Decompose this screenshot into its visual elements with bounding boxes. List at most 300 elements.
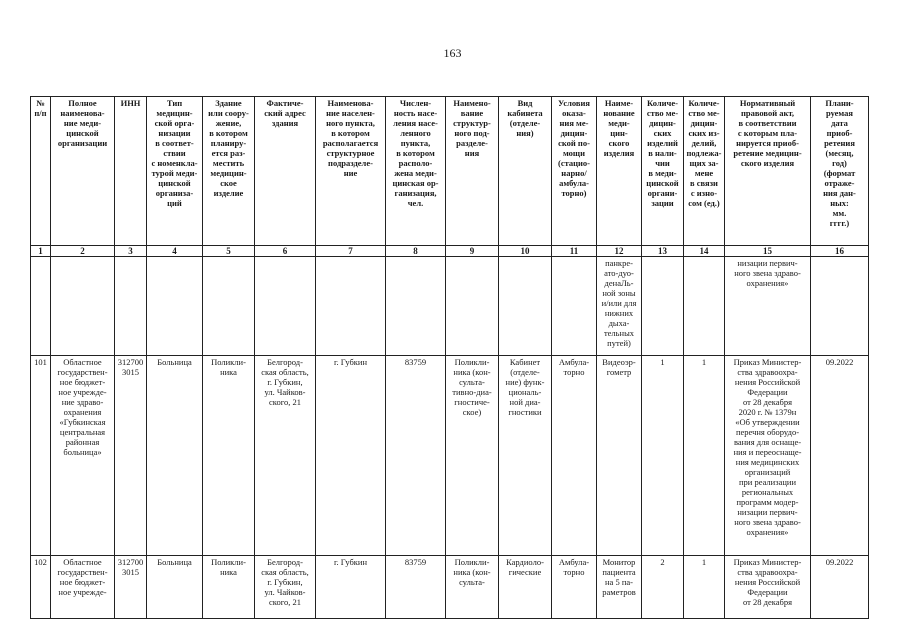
text-line: государствен- bbox=[57, 567, 108, 577]
population-cell bbox=[386, 556, 446, 619]
table-row bbox=[31, 356, 869, 556]
locality-cell bbox=[316, 356, 386, 556]
text-line: ное бюджет- bbox=[59, 377, 106, 387]
table-cell bbox=[642, 257, 684, 356]
text-line: ленного bbox=[400, 128, 431, 138]
text-line: цинской bbox=[158, 178, 191, 188]
text-line: 1 bbox=[701, 357, 707, 367]
text-line: ления насе- bbox=[393, 118, 438, 128]
inn-cell bbox=[115, 556, 147, 619]
text-line: раметров bbox=[602, 587, 636, 597]
text-line: 2 bbox=[660, 557, 665, 567]
text-line: ние меди- bbox=[63, 118, 102, 128]
table-cell bbox=[115, 257, 147, 356]
qty-replace-cell bbox=[684, 556, 725, 619]
text-line: региональных bbox=[741, 487, 794, 497]
text-line: жена меди- bbox=[394, 168, 437, 178]
text-line: перечня оборудо- bbox=[735, 427, 800, 437]
text-line: в меди- bbox=[648, 168, 677, 178]
text-line: ной зоны bbox=[602, 288, 636, 298]
text-line: от 28 декабря bbox=[743, 597, 792, 607]
text-line: тельных bbox=[603, 328, 635, 338]
text-line: цинской bbox=[646, 178, 679, 188]
text-line: ская область, bbox=[261, 567, 309, 577]
text-line: в котором bbox=[396, 148, 435, 158]
header-cell bbox=[147, 97, 203, 246]
text-line: дыха- bbox=[608, 318, 630, 328]
text-line: низации первич- bbox=[737, 258, 798, 268]
text-line: ния ме- bbox=[559, 118, 589, 128]
text-line: вание bbox=[460, 108, 484, 118]
column-number: 4 bbox=[147, 246, 203, 257]
column-number: 7 bbox=[316, 246, 386, 257]
text-line: охранения bbox=[63, 407, 102, 417]
text-line: и/или для bbox=[601, 298, 637, 308]
text-line: в котором bbox=[331, 128, 370, 138]
address-cell bbox=[255, 356, 316, 556]
table-cell bbox=[51, 257, 115, 356]
text-line: гностиче- bbox=[454, 397, 490, 407]
table-row bbox=[31, 556, 869, 619]
column-number: 6 bbox=[255, 246, 316, 257]
text-line: руемая bbox=[826, 108, 853, 118]
column-number: 1 bbox=[31, 246, 51, 257]
text-line: г. Губкин, bbox=[267, 577, 303, 587]
text-line: Областное bbox=[63, 557, 102, 567]
text-line: Кабинет bbox=[509, 357, 541, 367]
device-name-cell bbox=[597, 556, 642, 619]
equipment-registry-table bbox=[30, 96, 869, 619]
building-cell bbox=[203, 556, 255, 619]
text-line: Условия bbox=[558, 98, 590, 108]
legal-act-cell bbox=[725, 356, 811, 556]
text-line: дицин- bbox=[649, 118, 676, 128]
text-line: п/п bbox=[34, 108, 47, 118]
building-cell bbox=[203, 356, 255, 556]
text-line: гометр bbox=[606, 367, 632, 377]
text-line: располагается bbox=[322, 138, 379, 148]
text-line: ного пункта, bbox=[326, 118, 375, 128]
text-line: изделия bbox=[603, 148, 635, 158]
text-line: районная bbox=[65, 437, 100, 447]
text-line: ского изделия bbox=[740, 158, 795, 168]
text-line: в нали- bbox=[648, 148, 677, 158]
text-line: 3015 bbox=[122, 567, 139, 577]
header-cell bbox=[725, 97, 811, 246]
text-line: Фактиче- bbox=[266, 98, 304, 108]
text-line: ния дан- bbox=[823, 188, 856, 198]
text-line: 83759 bbox=[404, 357, 427, 367]
table-row-continuation bbox=[31, 257, 869, 356]
text-line: мощи bbox=[562, 148, 585, 158]
text-line: ских из- bbox=[688, 128, 720, 138]
header-row bbox=[31, 97, 869, 246]
text-line: г. Губкин, bbox=[267, 377, 303, 387]
header-cell bbox=[811, 97, 869, 246]
text-line: Приказ Министер- bbox=[733, 557, 802, 567]
text-line: ние здраво- bbox=[61, 397, 104, 407]
text-line: сульта- bbox=[459, 577, 485, 587]
text-line: Полное bbox=[68, 98, 97, 108]
text-line: низации bbox=[158, 128, 191, 138]
text-line: разделе- bbox=[456, 138, 488, 148]
qty-available-cell bbox=[642, 356, 684, 556]
text-line: год) bbox=[832, 158, 847, 168]
text-line: Амбула- bbox=[558, 357, 590, 367]
text-line: ных: bbox=[830, 198, 849, 208]
text-line: Здание bbox=[215, 98, 242, 108]
text-line: ника bbox=[220, 567, 237, 577]
header-cell bbox=[255, 97, 316, 246]
locality-cell bbox=[316, 556, 386, 619]
text-line: ское bbox=[220, 178, 237, 188]
text-line: торно bbox=[563, 367, 585, 377]
text-line: гностики bbox=[508, 407, 542, 417]
header-cell bbox=[684, 97, 725, 246]
unit-cell bbox=[446, 556, 499, 619]
table-cell bbox=[255, 257, 316, 356]
text-line: в связи bbox=[690, 178, 718, 188]
text-line: ства здравоохра- bbox=[737, 567, 798, 577]
text-line: государствен- bbox=[57, 367, 108, 377]
text-line: здания bbox=[271, 118, 299, 128]
text-line: ное учрежде- bbox=[58, 387, 107, 397]
text-line: организации bbox=[57, 138, 108, 148]
column-number: 10 bbox=[499, 246, 552, 257]
page-number: 163 bbox=[443, 46, 462, 60]
text-line: Поликли- bbox=[211, 357, 246, 367]
column-number: 5 bbox=[203, 246, 255, 257]
table-cell bbox=[499, 257, 552, 356]
header-cell bbox=[597, 97, 642, 246]
text-line: центральная bbox=[59, 427, 106, 437]
text-line: Белгород- bbox=[267, 357, 303, 367]
text-line: правовой акт, bbox=[740, 108, 795, 118]
text-line: нируется приоб- bbox=[736, 138, 799, 148]
text-line: охранения» bbox=[746, 527, 789, 537]
header-cell bbox=[642, 97, 684, 246]
text-line: ства здравоохра- bbox=[737, 367, 798, 377]
legal-act-cell bbox=[725, 257, 811, 356]
text-line: делий, bbox=[691, 138, 717, 148]
text-line: нения Российской bbox=[734, 577, 801, 587]
text-line: чел. bbox=[407, 198, 424, 208]
text-line: цинской bbox=[66, 128, 99, 138]
text-line: чии bbox=[655, 158, 670, 168]
row-number-cell: 101 bbox=[31, 356, 51, 556]
legal-act-cell bbox=[725, 556, 811, 619]
text-line: Кардиоло- bbox=[506, 557, 544, 567]
text-line: ций bbox=[167, 198, 182, 208]
text-line: Областное bbox=[63, 357, 102, 367]
text-line: нарно/ bbox=[561, 168, 587, 178]
text-line: медицин- bbox=[210, 168, 247, 178]
text-line: ния медицинских bbox=[735, 457, 800, 467]
header-cell bbox=[446, 97, 499, 246]
text-line: путей) bbox=[607, 338, 631, 348]
text-line: ется раз- bbox=[211, 148, 246, 158]
text-line: ное учрежде- bbox=[58, 587, 107, 597]
text-line: торно) bbox=[561, 188, 587, 198]
text-line: 3015 bbox=[122, 367, 139, 377]
text-line: ника bbox=[220, 367, 237, 377]
text-line: ретение медицин- bbox=[733, 148, 802, 158]
text-line: ганизация, bbox=[394, 188, 437, 198]
text-line: нование bbox=[603, 108, 635, 118]
text-line: Поликли- bbox=[211, 557, 246, 567]
column-number: 16 bbox=[811, 246, 869, 257]
text-line: дицин- bbox=[560, 128, 588, 138]
text-line: ствии bbox=[163, 148, 186, 158]
text-line: «Губкинская bbox=[59, 417, 106, 427]
text-line: «Об утверждении bbox=[735, 417, 800, 427]
text-line: меди- bbox=[608, 118, 630, 128]
text-line: г. Губкин bbox=[333, 557, 368, 567]
table-cell bbox=[147, 257, 203, 356]
text-line: Наименова- bbox=[327, 98, 374, 108]
text-line: ул. Чайков- bbox=[264, 387, 306, 397]
text-line: ния) bbox=[516, 128, 534, 138]
text-line: ство ме- bbox=[646, 108, 679, 118]
text-line: подлежа- bbox=[686, 148, 722, 158]
text-line: 2020 г. № 1379н bbox=[738, 407, 797, 417]
text-line: ской по- bbox=[558, 138, 590, 148]
text-line: Монитор bbox=[602, 557, 636, 567]
population-cell bbox=[386, 356, 446, 556]
text-line: 312700 bbox=[117, 357, 144, 367]
text-line: Количе- bbox=[647, 98, 678, 108]
column-number: 11 bbox=[552, 246, 597, 257]
text-line: наименова- bbox=[60, 108, 105, 118]
text-line: Федерации bbox=[747, 587, 788, 597]
text-line: от 28 декабря bbox=[743, 397, 792, 407]
text-line: мм. bbox=[832, 208, 847, 218]
table-cell bbox=[684, 257, 725, 356]
text-line: ное бюджет- bbox=[59, 577, 106, 587]
text-line: щих за- bbox=[689, 158, 719, 168]
text-line: тивно-диа- bbox=[452, 387, 492, 397]
text-line: Больница bbox=[157, 357, 192, 367]
column-number: 2 bbox=[51, 246, 115, 257]
text-line: Наиме- bbox=[604, 98, 634, 108]
org-type-cell bbox=[147, 356, 203, 556]
row-number-cell: 102 bbox=[31, 556, 51, 619]
text-line: больница» bbox=[63, 447, 102, 457]
conditions-cell bbox=[552, 556, 597, 619]
table-cell bbox=[316, 257, 386, 356]
cabinet-cell bbox=[499, 356, 552, 556]
text-line: ность насе- bbox=[393, 108, 438, 118]
text-line: ато-дуо- bbox=[604, 268, 634, 278]
text-line: ское) bbox=[462, 407, 482, 417]
text-line: кабинета bbox=[507, 108, 543, 118]
column-number: 15 bbox=[725, 246, 811, 257]
text-line: Белгород- bbox=[267, 557, 303, 567]
qty-replace-cell bbox=[684, 356, 725, 556]
text-line: охранения» bbox=[746, 278, 789, 288]
table-cell bbox=[31, 257, 51, 356]
text-line: мене bbox=[694, 168, 714, 178]
text-line: ника (кон- bbox=[453, 567, 491, 577]
text-line: в соответ- bbox=[155, 138, 194, 148]
text-line: с которым пла- bbox=[737, 128, 798, 138]
text-line: организа- bbox=[155, 188, 194, 198]
text-line: с номенкла- bbox=[151, 158, 198, 168]
text-line: 09.2022 bbox=[825, 557, 854, 567]
table-cell bbox=[203, 257, 255, 356]
text-line: ния и переоснаще- bbox=[733, 447, 802, 457]
planned-date-cell bbox=[811, 356, 869, 556]
text-line: ского, 21 bbox=[269, 397, 301, 407]
text-line: амбула- bbox=[559, 178, 589, 188]
text-line: изделий bbox=[647, 138, 678, 148]
text-line: оказа- bbox=[562, 108, 586, 118]
text-line: на 5 па- bbox=[605, 577, 633, 587]
text-line: ной диа- bbox=[509, 397, 541, 407]
text-line: Числен- bbox=[399, 98, 432, 108]
text-line: структур- bbox=[453, 118, 491, 128]
text-line: сульта- bbox=[459, 377, 485, 387]
text-line: в соответствии bbox=[738, 118, 797, 128]
text-line: панкре- bbox=[605, 258, 633, 268]
text-line: 312700 bbox=[117, 557, 144, 567]
text-line: структурное bbox=[326, 148, 375, 158]
text-line: Видеоэр- bbox=[602, 357, 636, 367]
text-line: органи- bbox=[647, 188, 678, 198]
text-line: Амбула- bbox=[558, 557, 590, 567]
text-line: вания для оснаще- bbox=[733, 437, 802, 447]
device-name-cell bbox=[597, 257, 642, 356]
text-line: 1 bbox=[660, 357, 665, 367]
table-cell bbox=[811, 257, 869, 356]
text-line: планиру- bbox=[210, 138, 247, 148]
column-number: 3 bbox=[115, 246, 147, 257]
text-line: приоб- bbox=[826, 128, 853, 138]
column-number: 8 bbox=[386, 246, 446, 257]
text-line: нения Российской bbox=[734, 377, 801, 387]
header-cell bbox=[203, 97, 255, 246]
text-line: цин- bbox=[610, 128, 628, 138]
text-line: ИНН bbox=[120, 98, 141, 108]
text-line: торно bbox=[563, 567, 585, 577]
text-line: ских bbox=[653, 128, 672, 138]
text-line: (месяц, bbox=[825, 148, 854, 158]
text-line: дицин- bbox=[690, 118, 718, 128]
text-line: гггг.) bbox=[829, 218, 850, 228]
text-line: Вид bbox=[517, 98, 533, 108]
text-line: Приказ Министер- bbox=[733, 357, 802, 367]
column-number: 12 bbox=[597, 246, 642, 257]
text-line: Количе- bbox=[688, 98, 720, 108]
qty-available-cell bbox=[642, 556, 684, 619]
text-line: ного под- bbox=[454, 128, 490, 138]
header-cell bbox=[552, 97, 597, 246]
table-cell bbox=[386, 257, 446, 356]
text-line: 83759 bbox=[404, 557, 427, 567]
text-line: денаЛь- bbox=[604, 278, 634, 288]
organization-cell bbox=[51, 356, 115, 556]
text-line: ние населен- bbox=[326, 108, 375, 118]
text-line: медицин- bbox=[156, 108, 193, 118]
text-line: ника (кон- bbox=[453, 367, 491, 377]
text-line: программ модер- bbox=[736, 497, 799, 507]
unit-cell bbox=[446, 356, 499, 556]
text-line: (отделе- bbox=[509, 118, 541, 128]
text-line: № bbox=[36, 98, 45, 108]
text-line: ская область, bbox=[261, 367, 309, 377]
text-line: в котором bbox=[209, 128, 248, 138]
text-line: дата bbox=[831, 118, 848, 128]
text-line: 1 bbox=[701, 557, 707, 567]
text-line: располо- bbox=[398, 158, 433, 168]
cabinet-cell bbox=[499, 556, 552, 619]
text-line: ской орга- bbox=[154, 118, 195, 128]
text-line: ретения bbox=[824, 138, 855, 148]
text-line: гические bbox=[508, 567, 542, 577]
text-line: с изно- bbox=[690, 188, 718, 198]
text-line: Нормативный bbox=[739, 98, 796, 108]
text-line: пациента bbox=[602, 567, 636, 577]
header-cell bbox=[115, 97, 147, 246]
text-line: организаций bbox=[744, 467, 791, 477]
text-line: (отделе- bbox=[510, 367, 540, 377]
text-line: Поликли- bbox=[454, 357, 490, 367]
text-line: (стацио- bbox=[557, 158, 590, 168]
device-name-cell bbox=[597, 356, 642, 556]
column-number: 13 bbox=[642, 246, 684, 257]
text-line: изделие bbox=[213, 188, 244, 198]
column-number-row bbox=[31, 246, 869, 257]
text-line: ние) функ- bbox=[505, 377, 545, 387]
text-line: Наимено- bbox=[453, 98, 491, 108]
table-cell bbox=[446, 257, 499, 356]
header-cell bbox=[31, 97, 51, 246]
text-line: ский адрес bbox=[264, 108, 306, 118]
text-line: 09.2022 bbox=[825, 357, 854, 367]
text-line: пункта, bbox=[400, 138, 431, 148]
text-line: Плани- bbox=[825, 98, 854, 108]
header-cell bbox=[386, 97, 446, 246]
text-line: ного звена здраво- bbox=[734, 517, 801, 527]
text-line: ного звена здраво- bbox=[734, 268, 801, 278]
header-cell bbox=[316, 97, 386, 246]
text-line: Больница bbox=[157, 557, 192, 567]
text-line: местить bbox=[212, 158, 245, 168]
text-line: при реализации bbox=[738, 477, 796, 487]
text-line: ского bbox=[608, 138, 630, 148]
text-line: нижних bbox=[604, 308, 634, 318]
text-line: отраже- bbox=[824, 178, 855, 188]
table-cell bbox=[552, 257, 597, 356]
text-line: подразделе- bbox=[328, 158, 373, 168]
text-line: низации первич- bbox=[737, 507, 798, 517]
address-cell bbox=[255, 556, 316, 619]
text-line: или соору- bbox=[208, 108, 249, 118]
conditions-cell bbox=[552, 356, 597, 556]
text-line: Тип bbox=[166, 98, 183, 108]
text-line: зации bbox=[651, 198, 674, 208]
text-line: г. Губкин bbox=[333, 357, 368, 367]
text-line: ского, 21 bbox=[269, 597, 301, 607]
column-number: 9 bbox=[446, 246, 499, 257]
planned-date-cell bbox=[811, 556, 869, 619]
text-line: жение, bbox=[215, 118, 242, 128]
text-line: циональ- bbox=[508, 387, 542, 397]
text-line: ул. Чайков- bbox=[264, 587, 306, 597]
text-line: Поликли- bbox=[454, 557, 490, 567]
text-line: ство ме- bbox=[688, 108, 720, 118]
text-line: цинская ор- bbox=[392, 178, 439, 188]
